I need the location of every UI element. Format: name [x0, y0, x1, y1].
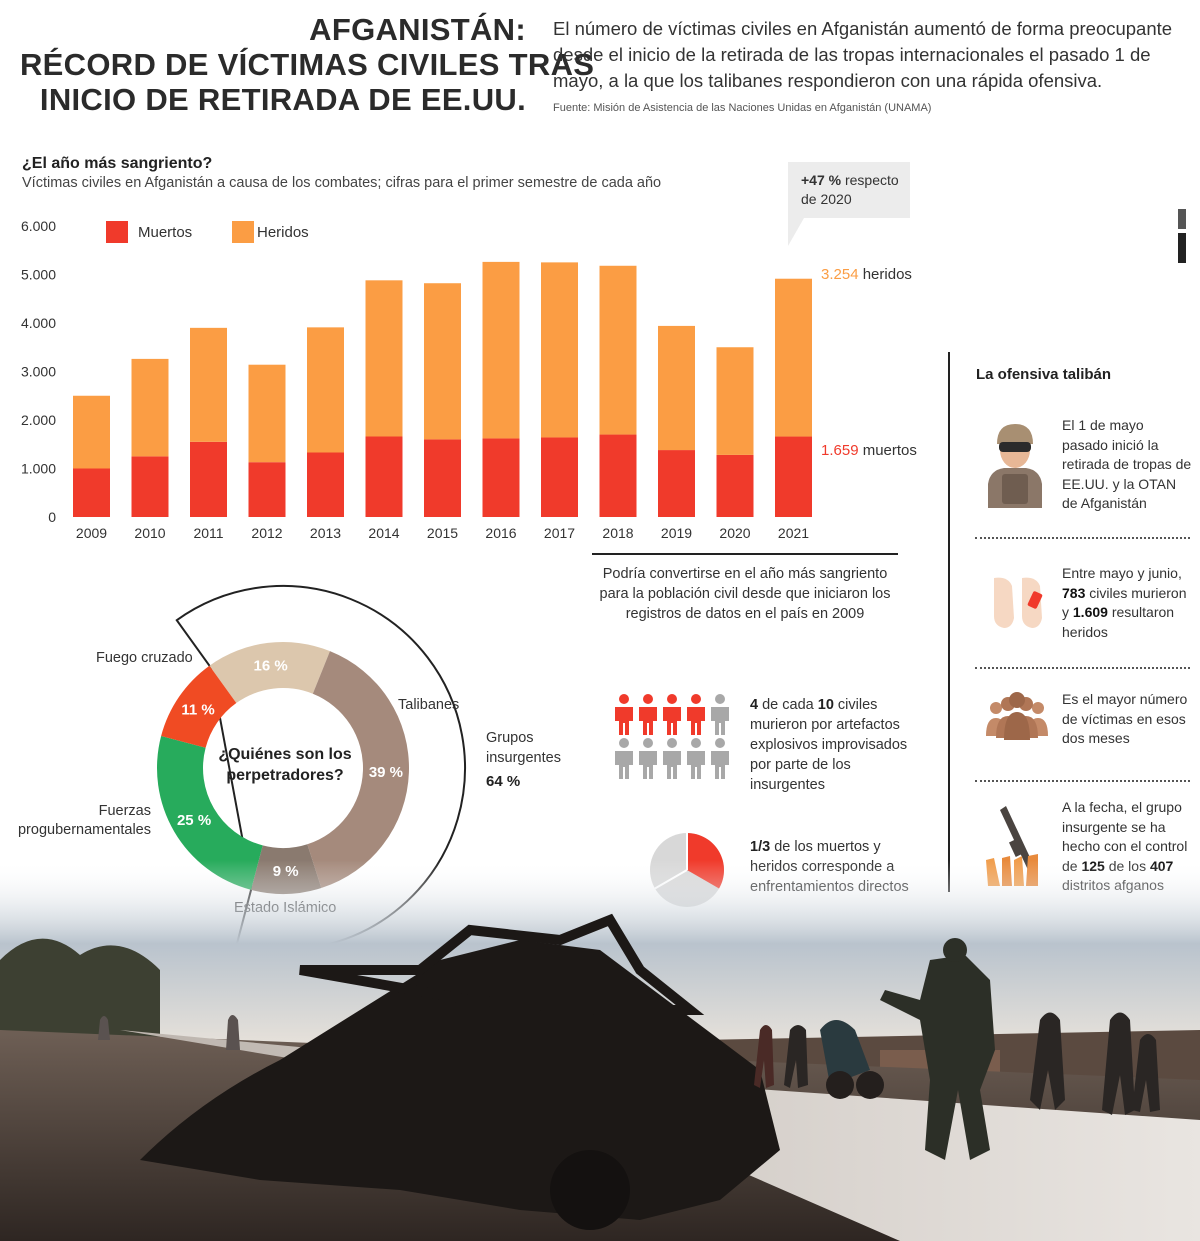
- person-icon: [711, 694, 729, 735]
- person-icon: [639, 738, 657, 779]
- x-tick-label: 2011: [193, 525, 224, 541]
- bar-muertos-2015: [424, 439, 461, 517]
- ied-stat-line-4: por parte de los: [750, 757, 851, 773]
- muertos-annotation: [821, 442, 917, 459]
- person-icon: [711, 738, 729, 779]
- bar-chart-subheading: Víctimas civiles en Afganistán a causa de los combates; cifras para el primer semestre de cada año: [22, 175, 662, 191]
- bar-heridos-2012: [249, 365, 286, 462]
- x-tick-label: 2021: [777, 525, 810, 541]
- x-tick-label: 2018: [602, 525, 634, 541]
- ied-stat-line-2: murieron por artefactos: [750, 717, 900, 733]
- page-title-line-2: RÉCORD DE VÍCTIMAS CIVILES TRAS: [20, 47, 595, 82]
- bar-heridos-2010: [132, 359, 169, 456]
- person-icon: [615, 694, 633, 735]
- bar-muertos-2012: [249, 462, 286, 517]
- ied-stat-line-3: explosivos improvisados: [750, 737, 908, 753]
- x-tick-label: 2020: [719, 525, 751, 541]
- label-talibanes: Talibanes: [398, 697, 460, 713]
- y-tick-label: 4.000: [20, 315, 56, 331]
- bar-heridos-2016: [483, 262, 520, 439]
- x-tick-label: 2015: [426, 525, 459, 541]
- bar-muertos-2014: [366, 436, 403, 517]
- third-stat-bold: 1/3: [750, 839, 771, 855]
- x-tick-label: 2016: [485, 525, 517, 541]
- bar-muertos-2021: [775, 437, 812, 517]
- sidebar-item-2: [1062, 564, 1192, 642]
- people-icons-grid: [615, 694, 729, 779]
- bar-heridos-2021: [775, 279, 812, 437]
- x-tick-label: 2019: [660, 525, 693, 541]
- sidebar-separator-3: [975, 780, 1190, 782]
- scene-photo: [0, 860, 1200, 1241]
- callout-percent: +47 %: [801, 172, 842, 188]
- sidebar-separator-2: [975, 667, 1190, 669]
- x-tick-label: 2013: [309, 525, 342, 541]
- legend-swatch-muertos: [106, 221, 128, 243]
- ied-stat-rest: civiles: [833, 697, 878, 713]
- muertos-annotation-word: muertos: [858, 442, 917, 459]
- legend: [106, 221, 309, 243]
- bar-muertos-2020: [717, 455, 754, 517]
- x-tick-label: 2017: [543, 525, 576, 541]
- bar-heridos-2020: [717, 347, 754, 455]
- group-value: 64 %: [486, 773, 521, 790]
- page-title-line-1: AFGANISTÁN:: [309, 12, 526, 47]
- x-tick-label: 2009: [75, 525, 108, 541]
- intro-paragraph: El número de víctimas civiles en Afganistán aumentó de forma preocupante desde el inicio de la retirada de las tropas internacionales el pasado 1 de mayo, a la que los talibanes respondieron con una rápida ofensiva.: [553, 18, 1173, 91]
- third-stat-rest: de los muertos y: [770, 839, 881, 855]
- bar-heridos-2009: [73, 396, 110, 469]
- label-fuego-cruzado: Fuego cruzado: [96, 650, 193, 666]
- page-title-line-3: INICIO DE RETIRADA DE EE.UU.: [39, 82, 526, 117]
- y-tick-label: 0: [48, 509, 56, 525]
- bar-muertos-2011: [190, 442, 227, 517]
- bar-muertos-2009: [73, 469, 110, 518]
- bar-heridos-2014: [366, 280, 403, 436]
- ied-stat-line-5: insurgentes: [750, 777, 825, 793]
- bar-chart: [0, 195, 940, 550]
- bar-muertos-2013: [307, 452, 344, 517]
- bar-muertos-2019: [658, 450, 695, 517]
- muertos-annotation-value: 1.659: [821, 442, 859, 459]
- note-rule: [592, 553, 898, 555]
- bar-chart-heading: ¿El año más sangriento?: [22, 155, 213, 172]
- x-tick-label: 2010: [134, 525, 166, 541]
- bar-chart-note: Podría convertirse en el año más sangriento para la población civil desde que iniciaron los registros de datos en el país en 2009: [599, 566, 891, 622]
- slice-label: 39 %: [368, 763, 404, 781]
- y-tick-label: 2.000: [20, 412, 56, 428]
- sidebar-item-2-post: resultaron heridos: [1062, 604, 1175, 640]
- callout-rest: respecto de 2020: [801, 172, 899, 207]
- group-label-2: insurgentes: [486, 750, 561, 766]
- sidebar-item-2-deaths: 783: [1062, 584, 1086, 601]
- x-tick-label: 2014: [368, 525, 400, 541]
- bar-muertos-2010: [132, 456, 169, 517]
- y-tick-label: 6.000: [20, 218, 56, 234]
- bar-marks: [73, 262, 812, 517]
- ied-stat-line-1: [750, 697, 877, 713]
- legend-label-muertos: Muertos: [138, 224, 193, 241]
- ied-stat-bold-2: 10: [817, 697, 834, 713]
- bar-heridos-2017: [541, 262, 578, 437]
- heridos-annotation-word: heridos: [858, 266, 912, 283]
- bar-heridos-2018: [600, 266, 637, 435]
- sidebar-item-4-pre: A la fecha, el grupo insurgente se ha hecho con el control: [1062, 799, 1188, 854]
- bar-heridos-2019: [658, 326, 695, 450]
- person-icon: [663, 738, 681, 779]
- bar-muertos-2017: [541, 437, 578, 517]
- page-title: [20, 12, 595, 117]
- feet-tag-icon: [988, 572, 1048, 632]
- third-stat-line-1: [750, 839, 881, 855]
- person-icon: [663, 694, 681, 735]
- x-tick-label: 2012: [251, 525, 283, 541]
- sidebar-item-2-injured: 1.609: [1072, 604, 1108, 620]
- sidebar-item-2-pre: Entre mayo y junio,: [1062, 565, 1182, 581]
- legend-label-heridos: Heridos: [257, 224, 309, 241]
- slice-label: 11 %: [181, 701, 215, 719]
- label-fuerzas-2: progubernamentales: [17, 822, 151, 838]
- soldier-icon: [980, 418, 1050, 508]
- donut-center-title-2: perpetradores?: [226, 767, 344, 784]
- crowd-icon: [984, 692, 1050, 742]
- y-axis: [21, 218, 56, 525]
- sidebar-divider: [948, 352, 950, 892]
- sidebar-item-3: Es el mayor número de víctimas en esos dos meses: [1062, 691, 1188, 746]
- bar-muertos-2018: [600, 435, 637, 517]
- label-fuerzas-1: Fuerzas: [98, 803, 151, 819]
- donut-center-title-1: ¿Quiénes son los: [218, 746, 352, 763]
- person-icon: [687, 738, 705, 779]
- sidebar-item-2-mid: civiles murieron y: [1062, 584, 1187, 620]
- y-tick-label: 1.000: [20, 460, 56, 477]
- sidebar-item-1: El 1 de mayo pasado inició la retirada de tropas de EE.UU. y la OTAN de Afganistán: [1062, 417, 1192, 511]
- ied-stat-mid: de cada: [758, 697, 818, 713]
- bar-heridos-2015: [424, 283, 461, 439]
- y-tick-label: 3.000: [20, 363, 56, 380]
- bar-muertos-2016: [483, 438, 520, 517]
- end-labels: [821, 266, 917, 459]
- group-label-1: Grupos: [486, 730, 534, 746]
- slice-label: 25 %: [176, 811, 212, 829]
- person-icon: [639, 694, 657, 735]
- legend-swatch-heridos: [232, 221, 254, 243]
- bar-heridos-2011: [190, 328, 227, 442]
- agency-logo: [1172, 205, 1192, 265]
- sidebar-title: La ofensiva talibán: [976, 366, 1112, 383]
- bar-heridos-2013: [307, 327, 344, 452]
- slice-label: 16 %: [253, 657, 288, 675]
- person-icon: [615, 738, 633, 779]
- x-axis: [76, 525, 809, 541]
- sidebar-separator-1: [975, 537, 1190, 539]
- y-tick-label: 5.000: [20, 266, 56, 283]
- heridos-annotation-value: 3.254: [821, 266, 859, 283]
- heridos-annotation: [821, 266, 912, 283]
- ied-stat-bold-1: 4: [750, 697, 759, 713]
- person-icon: [687, 694, 705, 735]
- source-note: Fuente: Misión de Asistencia de las Naciones Unidas en Afganistán (UNAMA): [553, 102, 932, 114]
